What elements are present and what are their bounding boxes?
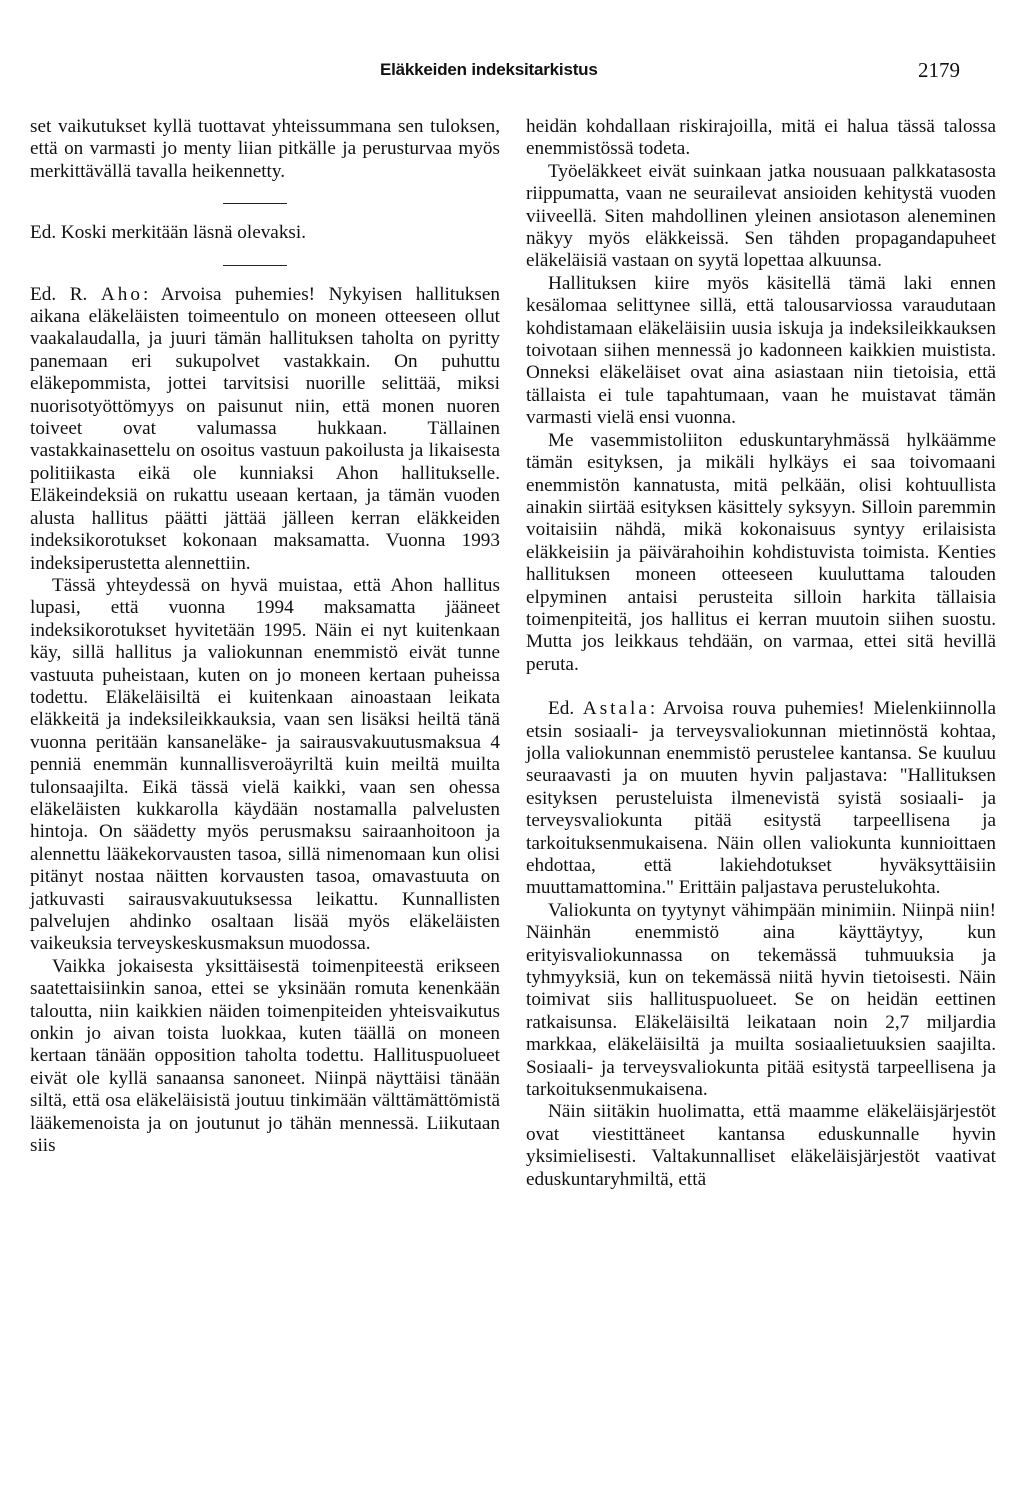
- speaker-name: Astala: [582, 698, 650, 720]
- spacer: [526, 676, 996, 698]
- speech-astala: [526, 698, 996, 900]
- separator-rule: [223, 203, 287, 204]
- separator-rule: [223, 265, 287, 266]
- right-paragraph-4: Me vasemmistoliiton eduskuntaryhmässä hylkäämme tämän esityksen, ja mikäli hylkäys ei saa toivomaani enemmistön kannatusta, mitä pelkään, olisi kohtuullista ainakin siirtää esityksen käsittely syksyyn. Silloin paremmin voitaisiin nähdä, mikä kokonaisuus syntyy erilaisista eläkkeisiin ja päivärahoihin kohdistuvista toimista. Kenties hallituksen moneen otteeseen kuuluttama talouden elpyminen antaisi perusteita silloin harkita tällaisia toimenpiteitä, jos hallitus ei kerran muutoin siihen suostu. Mutta jos leikkaus tehdään, on varmaa, ettei sitä hevillä peruta.: [526, 429, 996, 675]
- attendance-note-text: Ed. Koski merkitään läsnä olevaksi.: [30, 222, 307, 244]
- left-paragraph-1: set vaikutukset kyllä tuottavat yhteissummana sen tuloksen, että on varmasti jo menty liian pitkälle ja perusturvaa myös merkittävällä tavalla heikennetty.: [30, 116, 500, 182]
- attendance-note: [30, 222, 500, 244]
- right-paragraph-5: Valiokunta on tyytynyt vähimpään minimiin. Niinpä niin! Näinhän enemmistö aina käyttäytyy, kun erityisvaliokunnassa on tekemässä tuhmuuksia ja tyhmyyksiä, kun on tekemässä niitä hyvin tietoisesti. Näin toimivat siis hallituspuolueet. Se on heidän eettinen ratkaisunsa. Eläkeläisiltä leikataan noin 2,7 miljardia markkaa, eläkeläisiltä ja muilta sosiaalietuuksien saajilta. Sosiaali- ja terveysvaliokunta pitää esitystä tarpeellisena ja tarkoituksenmukaisena.: [526, 899, 996, 1101]
- left-paragraph-2: Tässä yhteydessä on hyvä muistaa, että Ahon hallitus lupasi, että vuonna 1994 maksamatta jääneet indeksikorotukset hyvitetään 1995. Näin ei nyt kuitenkaan käy, sillä hallitus ja valiokunnan enemmistö eivät tunne vastuuta puheistaan, kuten on jo moneen kertaan puheissa todettu. Eläkeläisiltä ei kuitenkaan ainoastaan leikata eläkkeitä ja indeksileikkauksia, vaan sen lisäksi heiltä tänä vuonna peritään kansaneläke- ja sairausvakuutusmaksua 4 penniä enemmän kunnallisveroäyriltä kuin meiltä muilta tulonsaajilta. Eikä tässä vielä kaikki, vaan sen ohessa eläkeläisten kukkarolla käydään nostamalla palvelusten hintoja. On säädetty myös perusmaksu sairaanhoitoon ja alennettu lääkekorvausten tasoa, sillä nimenomaan kun olisi pitänyt nostaa näitten korvausten tasoa, omavastuuta on jatkuvasti sairausvakuutuksessa leikattu. Kunnallisten palvelujen ahdinko osaltaan lisää myös eläkeläisten vaikeuksia terveyskeskusmaksun muodossa.: [30, 574, 500, 955]
- running-title: Eläkkeiden indeksitarkistus: [380, 60, 598, 79]
- right-paragraph-6: Näin siitäkin huolimatta, että maamme eläkeläisjärjestöt ovat viestittäneet kantansa eduskunnalle hyvin yksimielisesti. Valtakunnalliset eläkeläisjärjestöt vaativat eduskuntaryhmiltä, että: [526, 1101, 996, 1190]
- right-paragraph-1: heidän kohdallaan riskirajoilla, mitä ei halua tässä talossa enemmistössä todeta.: [526, 116, 996, 160]
- speaker-prefix: Ed. R.: [30, 283, 101, 305]
- right-paragraph-2: Työeläkkeet eivät suinkaan jatka nousuaan palkkatasosta riippumatta, vaan ne seurailevat ansioiden kehitystä vuoden viiveellä. Siten mahdollinen yleinen ansiotason aleneminen näkyy myös eläkkeissä. Sen tähden propagandapuheet eläkeläisiä vastaan on syytä lopettaa alkuunsa.: [526, 160, 996, 272]
- speech-text: : Arvoisa puhemies! Nykyisen hallituksen aikana eläkeläisten toimeentulo on moneen otteeseen ollut vaakalaudalla, ja juuri tämän hallituksen taholta on pyritty panemaan eri sukupolvet vastakkain. On puhuttu eläkepommista, jottei tarvitsisi nuorille selittää, miksi nuorisotyöttömyys on paisunut niin, että monen nuoren toiveet ovat valumassa hukkaan. Tällainen vastakkainasettelu on osoitus vastuun pakoilusta ja likaisesta politiikasta eikä ole kunniaksi Ahon hallitukselle. Eläkeindeksiä on rukattu useaan kertaan, ja tämän vuoden alusta hallitus päätti jättää jälleen kerran eläkkeiden indeksikorotukset kokonaan maksamatta. Vuonna 1993 indeksiperustetta alennettiin.: [30, 283, 500, 574]
- left-column: [30, 116, 500, 1157]
- left-paragraph-3: Vaikka jokaisesta yksittäisestä toimenpiteestä erikseen saatettaisiinkin sanoa, ettei se yksinään romuta kenenkään taloutta, niin kaikkien näiden toimenpiteiden yhteisvaikutus onkin jo aivan toista luokkaa, kuten täällä on moneen kertaan tänään opposition taholta todettu. Hallituspuolueet eivät ole kyllä sanaansa sanoneet. Niinpä näyttäisi tänään siltä, että osa eläkeläisistä joutuu tinkimään välttämättömistä lääkemenoista ja on joutunut jo tähän mennessä. Liikutaan siis: [30, 955, 500, 1157]
- speaker-name: Aho: [100, 283, 143, 305]
- speech-aho: [30, 284, 500, 575]
- page-number: 2179: [918, 58, 960, 82]
- right-paragraph-3: Hallituksen kiire myös käsitellä tämä laki ennen kesälomaa selittynee sillä, että talousarviossa varaudutaan kohdistamaan eläkeläisiin uusia iskuja ja indeksileikkauksen toivotaan siihen mennessä jo kadonneen kaikkien muistista. Onneksi eläkeläiset ovat aina asiastaan niin tietoisia, että tällaista ei tule tapahtumaan, vaan he muistavat tämän varmasti vielä ensi vuonna.: [526, 272, 996, 429]
- speech-text: : Arvoisa rouva puhemies! Mielenkiinnolla etsin sosiaali- ja terveysvaliokunnan mietinnöstä kohtaa, jolla valiokunnan enemmistö perustelee kantansa. Se kuuluu seuraavasti ja on muuten hyvin paljastava: "Hallituksen esityksen perusteluista ilmenevistä syistä sosiaali- ja terveysvaliokunta pitää esitystä tarpeellisena ja tarkoituksenmukaisena. Näin ollen valiokunta kunnioittaen ehdottaa, että lakiehdotukset hyväksyttäisiin muuttamattomina." Erittäin paljastava perustelukohta.: [526, 698, 996, 899]
- speaker-prefix: Ed.: [548, 698, 583, 720]
- running-head: [0, 60, 1024, 88]
- right-column: [526, 116, 996, 1191]
